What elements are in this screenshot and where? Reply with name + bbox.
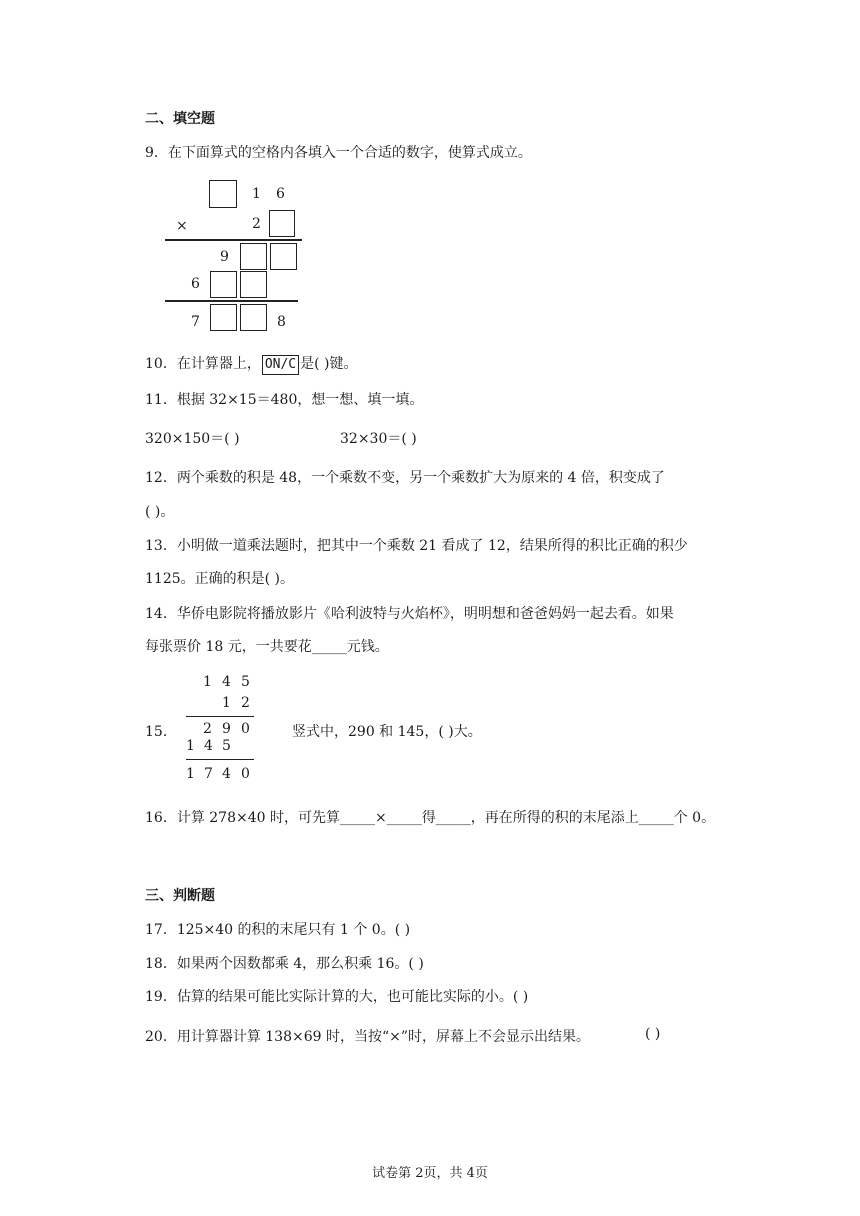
digit: 6	[191, 276, 200, 292]
blank-box[interactable]	[269, 210, 295, 237]
question-12-line1: 12．两个乘数的积是 48，一个乘数不变，另一个乘数扩大为原来的 4 倍，积变成了	[145, 470, 665, 486]
question-14-line2: 每张票价 18 元，一共要花_____元钱。	[145, 639, 389, 655]
digit: 5	[241, 674, 250, 690]
on-c-key: ON/C	[262, 355, 299, 375]
digit: 2	[241, 695, 250, 711]
blank-box[interactable]	[210, 304, 237, 331]
digit: 1	[186, 766, 195, 782]
blank-box[interactable]	[240, 271, 267, 298]
digit: 1	[222, 695, 231, 711]
question-13-line1: 13．小明做一道乘法题时，把其中一个乘数 21 看成了 12，结果所得的积比正确的积少	[145, 538, 688, 554]
digit: 1	[203, 674, 212, 690]
divider-line	[186, 716, 254, 717]
blank-box[interactable]	[210, 271, 237, 298]
digit: 0	[241, 766, 250, 782]
question-15-number: 15．	[145, 724, 177, 740]
section-title-fill-blank: 二、填空题	[145, 111, 215, 127]
question-19-text: 19．估算的结果可能比实际计算的大，也可能比实际的小。( )	[145, 989, 529, 1005]
digit: 9	[222, 721, 231, 737]
section-title-true-false: 三、判断题	[145, 888, 215, 904]
question-20-answer-paren: ( )	[645, 1026, 661, 1042]
digit: 4	[204, 738, 213, 754]
question-13-line2: 1125。正确的积是( )。	[145, 571, 295, 587]
digit: 5	[222, 738, 231, 754]
digit: 0	[241, 721, 250, 737]
divider-line	[165, 300, 298, 302]
question-10-suffix: 是( )键。	[300, 356, 358, 372]
question-10	[145, 353, 358, 375]
digit: 9	[220, 249, 229, 265]
question-10-prefix: 10．在计算器上，	[145, 356, 261, 372]
digit: 8	[277, 314, 286, 330]
question-17-text: 17．125×40 的积的末尾只有 1 个 0。( )	[145, 922, 411, 938]
divider-line	[165, 239, 302, 241]
divider-line	[186, 759, 254, 760]
digit: 7	[204, 766, 213, 782]
question-20-text: 20．用计算器计算 138×69 时，当按“×”时，屏幕上不会显示出结果。	[145, 1029, 591, 1045]
question-9-text: 9．在下面算式的空格内各填入一个合适的数字，使算式成立。	[145, 145, 532, 161]
blank-box[interactable]	[270, 243, 297, 270]
question-15-text: 竖式中，290 和 145，( )大。	[292, 724, 482, 740]
digit: 1	[186, 738, 195, 754]
question-14-line1: 14．华侨电影院将播放影片《哈利波特与火焰杯》，明明想和爸爸妈妈一起去看。如果	[145, 606, 674, 622]
digit: 6	[276, 186, 285, 202]
digit: 4	[222, 766, 231, 782]
digit: 2	[252, 216, 261, 232]
question-11-text: 11．根据 32×15＝480，想一想、填一填。	[145, 392, 424, 408]
digit: 1	[252, 186, 261, 202]
multiply-sign: ×	[176, 218, 188, 234]
question-11-b: 32×30＝( )	[340, 431, 417, 447]
blank-box[interactable]	[240, 304, 267, 331]
question-16-text: 16．计算 278×40 时，可先算_____×_____得_____，再在所得的积的末尾添上_____个 0。	[145, 810, 716, 826]
digit: 7	[191, 314, 200, 330]
blank-box[interactable]	[240, 243, 267, 270]
digit: 4	[222, 674, 231, 690]
blank-box[interactable]	[209, 180, 237, 208]
question-12-line2: ( )。	[145, 504, 175, 520]
question-18-text: 18．如果两个因数都乘 4，那么积乘 16。( )	[145, 956, 424, 972]
question-11-a: 320×150＝( )	[145, 431, 240, 447]
page-footer: 试卷第 2页，共 4页	[372, 1166, 488, 1181]
digit: 2	[203, 721, 212, 737]
